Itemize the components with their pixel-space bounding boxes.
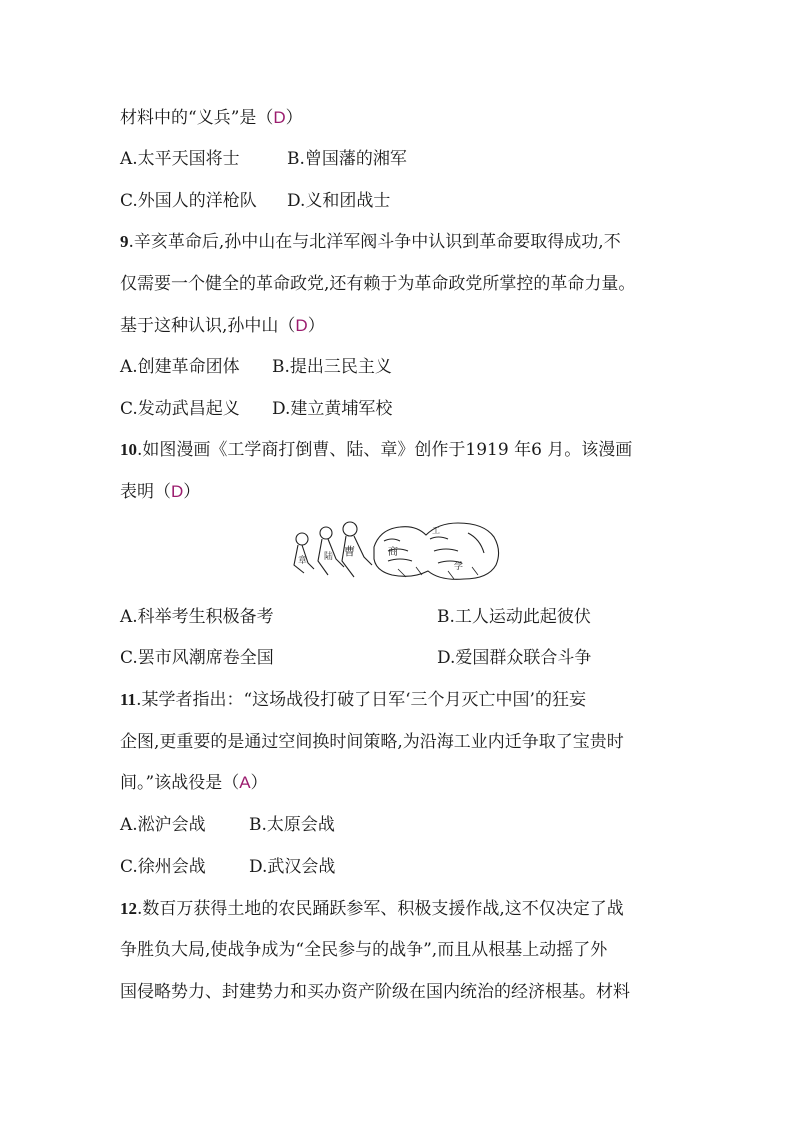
q9-line-2: 仅需要一个健全的革命政党,还有赖于为革命政党所掌控的革命力量。 xyxy=(120,274,636,294)
q11-option-b: B.太原会战 xyxy=(249,815,335,835)
q10-answer: D xyxy=(171,482,184,501)
q10-option-c: C.罢市风潮席卷全国 xyxy=(120,648,274,668)
q8-option-b: B.曾国藩的湘军 xyxy=(287,149,407,169)
q8-stem: 材料中的“义兵”是（D） xyxy=(120,108,303,128)
q10-option-a: A.科举考生积极备考 xyxy=(120,607,274,627)
q10-line-1: 10.如图漫画《工学商打倒曹、陆、章》创作于1919 年6 月。该漫画 xyxy=(120,440,633,460)
q8-option-c: C.外国人的洋枪队 xyxy=(120,191,257,211)
q11-line-2: 企图,更重要的是通过空间换时间策略,为沿海工业内迁争取了宝贵时 xyxy=(120,732,624,752)
q9-answer: D xyxy=(295,316,308,335)
q9-option-c: C.发动武昌起义 xyxy=(120,399,240,419)
q10-line-2: 表明（D） xyxy=(120,482,201,502)
q12-line-2: 争胜负大局,使战争成为“全民参与的战争”,而且从根基上动摇了外 xyxy=(120,940,608,960)
q12-number: 12 xyxy=(120,899,137,918)
q9-line-3: 基于这种认识,孙中山（D） xyxy=(120,316,325,336)
q8-option-a: A.太平天国将士 xyxy=(120,149,240,169)
q12-line-3: 国侵略势力、封建势力和买办资产阶级在国内统治的经济根基。材料 xyxy=(120,982,630,1002)
q10-number: 10 xyxy=(120,440,137,459)
q8-answer: D xyxy=(273,108,286,127)
figure-head xyxy=(296,533,308,545)
figure-head xyxy=(320,527,332,539)
q10-option-d: D.爱国群众联合斗争 xyxy=(437,648,592,668)
q11-line-1: 11.某学者指出：“这场战役打破了日军‘三个月灭亡中国’的狂妄 xyxy=(120,690,586,710)
cartoon-label-shang: 商 xyxy=(388,547,398,558)
q9-line-1: 9.辛亥革命后,孙中山在与北洋军阀斗争中认识到革命要取得成功,不 xyxy=(120,232,621,252)
cartoon-label-xue: 学 xyxy=(454,562,464,572)
q11-answer: A xyxy=(239,773,251,792)
q9-number: 9 xyxy=(120,232,129,251)
figure-head xyxy=(343,522,357,536)
q9-option-d: D.建立黄埔军校 xyxy=(272,399,393,419)
q9-option-a: A.创建革命团体 xyxy=(120,357,240,377)
q12-line-1: 12.数百万获得土地的农民踊跃参军、积极支援作战,这不仅决定了战 xyxy=(120,899,624,919)
q11-option-a: A.淞沪会战 xyxy=(120,815,206,835)
q11-number: 11 xyxy=(120,690,137,709)
q10-option-b: B.工人运动此起彼伏 xyxy=(437,607,591,627)
cartoon-label-lu: 陆 xyxy=(324,552,334,562)
cartoon-image xyxy=(288,517,508,585)
q11-option-c: C.徐州会战 xyxy=(120,857,206,877)
q9-option-b: B.提出三民主义 xyxy=(272,357,392,377)
fists-shading xyxy=(398,567,478,579)
cartoon-label-gong: 工 xyxy=(432,526,440,535)
fists-fingers xyxy=(384,533,484,563)
q11-line-3: 间。”该战役是（A） xyxy=(120,773,268,793)
cartoon-label-cao: 曹 xyxy=(344,545,355,558)
q11-option-d: D.武汉会战 xyxy=(249,857,336,877)
q8-option-d: D.义和团战士 xyxy=(287,191,391,211)
cartoon-label-zhang: 章 xyxy=(298,556,308,566)
